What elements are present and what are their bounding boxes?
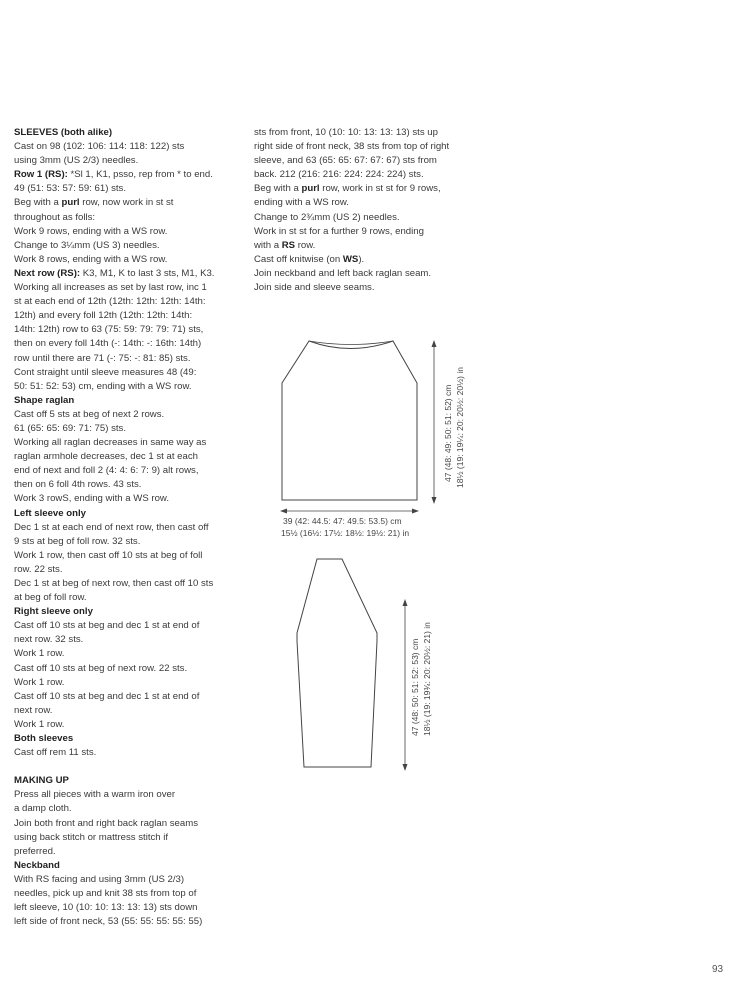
instruction-line [14,521,246,535]
section-heading [14,732,246,746]
line-text: Join neckband and left back raglan seam. [254,267,432,279]
line-text: a damp cloth. [14,803,72,815]
instruction-line [254,126,486,140]
instruction-line [14,746,246,760]
line-text: end of next and foll 2 (4: 4: 6: 7: 9) alt rows, [14,465,199,477]
line-text: ). [358,253,365,265]
instruction-line [14,352,246,366]
line-text: then on every foll 14th (-: 14th: -: 16th: 14th) [14,338,202,350]
bold-term: purl [301,183,320,195]
instruction-line [14,535,246,549]
instruction-line [254,154,486,168]
instruction-line [14,168,246,182]
instruction-line [14,196,246,210]
line-text: row. [295,239,316,251]
line-text: Cont straight until sleeve measures 48 (49: [14,366,197,378]
instruction-line [14,408,246,422]
line-text: at beg of foll row. [14,592,87,604]
line-text: back. 212 (216: 216: 224: 224: 224) sts. [254,169,424,181]
line-text: Work 8 rows, ending with a WS row. [14,253,168,265]
instruction-line [254,267,486,281]
instruction-line [14,873,246,887]
instruction-line [254,253,486,267]
instruction-line [14,225,246,239]
line-prefix: Cast off knitwise (on [254,253,343,265]
instruction-line [254,140,486,154]
body-width-in: 15½ (16½: 17½: 18½: 19½: 21) in [281,528,410,538]
instruction-line [14,577,246,591]
line-text: K3, M1, K to last 3 sts, M1, K3. [82,267,215,279]
line-text: Work 1 row. [14,648,65,660]
body-height-in: 18½ (19: 19¼: 20: 20½: 20½) in [455,367,465,488]
line-text: 14th: 12th) row to 63 (75: 59: 79: 79: 71) sts, [14,324,204,336]
instruction-line [254,196,486,210]
line-text: Both sleeves [14,733,74,745]
line-text: using back stitch or mattress stitch if [14,831,169,843]
line-text: Cast off rem 11 sts. [14,747,97,759]
line-text: 9 sts at beg of foll row. 32 sts. [14,535,141,547]
body-height-cm: 47 (48: 49: 50: 51: 52) cm [443,384,453,482]
line-text: Working all increases as set by last row, inc 1 [14,282,207,294]
instruction-line [14,478,246,492]
line-text: Shape raglan [14,394,75,406]
neckband-continued-column [254,126,486,295]
body-height-arrow-top [432,340,437,347]
line-prefix: Beg with a [14,197,62,209]
line-text: 12th) and every foll 12th (12th: 12th: 14th: [14,310,193,322]
instruction-line [14,182,246,196]
sleeves-and-making-up-column [14,126,246,929]
line-text: row, work in st st for 9 rows, [319,183,441,195]
instruction-line [14,760,246,774]
instruction-line [14,817,246,831]
bold-term: WS [342,253,359,265]
instruction-line [14,140,246,154]
instruction-line [14,647,246,661]
instruction-line [254,182,486,196]
line-prefix: with a [254,239,282,251]
line-text: *Sl 1, K1, psso, rep from * to end. [70,169,213,181]
line-text: sleeve, and 63 (65: 65: 67: 67: 67) sts from [254,155,437,167]
instruction-line [14,690,246,704]
line-text: Dec 1 st at each end of next row, then cast off [14,521,209,533]
instruction-line [14,323,246,337]
line-text: Cast on 98 (102: 106: 114: 118: 122) sts [14,141,185,153]
section-heading [14,126,246,140]
instruction-line [14,436,246,450]
instruction-line [14,845,246,859]
instruction-line [14,154,246,168]
line-text: using 3mm (US 2/3) needles. [14,155,139,167]
instruction-line [14,492,246,506]
sleeve-outline [297,559,377,767]
line-text: row until there are 71 (-: 75: -: 81: 85) sts. [14,352,191,364]
line-text: needles, pick up and knit 38 sts from top of [14,887,197,899]
line-text: Change to 2¾mm (US 2) needles. [254,211,400,223]
instruction-line [14,337,246,351]
body-height-arrow-bottom [432,497,437,504]
instruction-line [14,422,246,436]
line-text: Work 9 rows, ending with a WS row. [14,225,168,237]
instruction-line [14,591,246,605]
section-heading [14,774,246,788]
bold-term: purl [61,197,80,209]
line-text: Left sleeve only [14,507,86,519]
line-text: sts from front, 10 (10: 10: 13: 13: 13) sts up [254,127,438,138]
line-text: next row. [14,704,53,716]
line-text: preferred. [14,845,56,857]
body-width-arrow-right [412,509,419,514]
line-text: st at each end of 12th (12th: 12th: 12th: 14th: [14,296,206,308]
body-outline [282,341,417,500]
instruction-line [14,704,246,718]
instruction-line [14,253,246,267]
instruction-line [14,211,246,225]
page-number: 93 [712,964,724,975]
line-text: throughout as folls: [14,211,96,223]
body-width-cm: 39 (42: 44.5: 47: 49.5: 53.5) cm [283,516,402,526]
line-text: Change to 3¼mm (US 3) needles. [14,239,160,251]
section-heading [14,605,246,619]
line-text: right side of front neck, 38 sts from top of right [254,141,450,153]
line-text: Join both front and right back raglan seams [14,817,198,829]
instruction-line [14,366,246,380]
line-text: Work 1 row, then cast off 10 sts at beg of foll [14,549,203,561]
bold-term: RS [281,239,296,251]
line-text: row, now work in st st [79,197,174,209]
instruction-line [14,450,246,464]
line-text: Work 1 row. [14,718,65,730]
sleeve-height-arrow-top [403,599,408,606]
line-text: 61 (65: 65: 69: 71: 75) sts. [14,422,126,434]
instruction-line [14,619,246,633]
instruction-line [254,281,486,295]
section-heading [14,394,246,408]
line-text: Cast off 10 sts at beg and dec 1 st at end of [14,620,200,632]
line-text: raglan armhole decreases, dec 1 st at each [14,451,198,463]
line-text: next row. 32 sts. [14,634,84,646]
instruction-line [14,901,246,915]
instruction-line [14,380,246,394]
line-text: left side of front neck, 53 (55: 55: 55: 55: 55) [14,916,203,928]
bold-term: Next row (RS): [14,267,83,279]
line-text: Join side and sleeve seams. [254,282,375,294]
line-text: Cast off 10 sts at beg of next row. 22 sts. [14,662,188,674]
instruction-line [14,239,246,253]
sleeve-height-cm: 47 (48: 50: 51: 52: 53) cm [410,638,420,736]
line-text: Right sleeve only [14,606,93,618]
line-text: Press all pieces with a warm iron over [14,789,176,801]
instruction-line [254,211,486,225]
section-heading [14,507,246,521]
instruction-line [14,309,246,323]
line-text: Work 1 row. [14,676,65,688]
instruction-line [14,831,246,845]
line-text: With RS facing and using 3mm (US 2/3) [14,873,185,885]
instruction-line [14,676,246,690]
instruction-line [14,915,246,929]
line-text: Dec 1 st at beg of next row, then cast off 10 sts [14,578,214,589]
line-text: row. 22 sts. [14,563,63,575]
line-text: Working all raglan decreases in same way as [14,437,207,449]
instruction-line [14,563,246,577]
line-text: 49 (51: 53: 57: 59: 61) sts. [14,183,126,195]
line-text: 50: 51: 52: 53) cm, ending with a WS row. [14,380,192,392]
instruction-line [14,802,246,816]
line-text: Cast off 5 sts at beg of next 2 rows. [14,408,165,420]
instruction-line [14,887,246,901]
instruction-line [14,549,246,563]
line-text: ending with a WS row. [254,197,349,209]
line-text: MAKING UP [14,775,69,787]
bold-term: Row 1 (RS): [14,169,71,181]
line-text: Work in st st for a further 9 rows, ending [254,225,424,237]
line-text: Cast off 10 sts at beg and dec 1 st at end of [14,690,200,702]
instruction-line [254,168,486,182]
sleeve-height-arrow-bottom [403,764,408,771]
instruction-line [14,788,246,802]
instruction-line [14,633,246,647]
line-text: Neckband [14,859,60,871]
instruction-line [14,662,246,676]
body-width-arrow-left [280,509,287,514]
section-heading [14,859,246,873]
instruction-line [14,281,246,295]
instruction-line [14,718,246,732]
line-text: SLEEVES (both alike) [14,127,113,138]
line-prefix: Beg with a [254,183,302,195]
instruction-line [14,295,246,309]
instruction-line [14,267,246,281]
neck-curve [309,341,393,345]
line-text: left sleeve, 10 (10: 10: 13: 13: 13) sts down [14,902,198,914]
line-text: then on 6 foll 4th rows. 43 sts. [14,479,142,491]
instruction-line [254,225,486,239]
line-text: Work 3 rowS, ending with a WS row. [14,493,169,505]
instruction-line [14,464,246,478]
instruction-line [254,239,486,253]
sleeve-height-in: 18½ (19: 19¾: 20: 20½: 21) in [422,622,432,736]
body-schematic [270,330,470,540]
